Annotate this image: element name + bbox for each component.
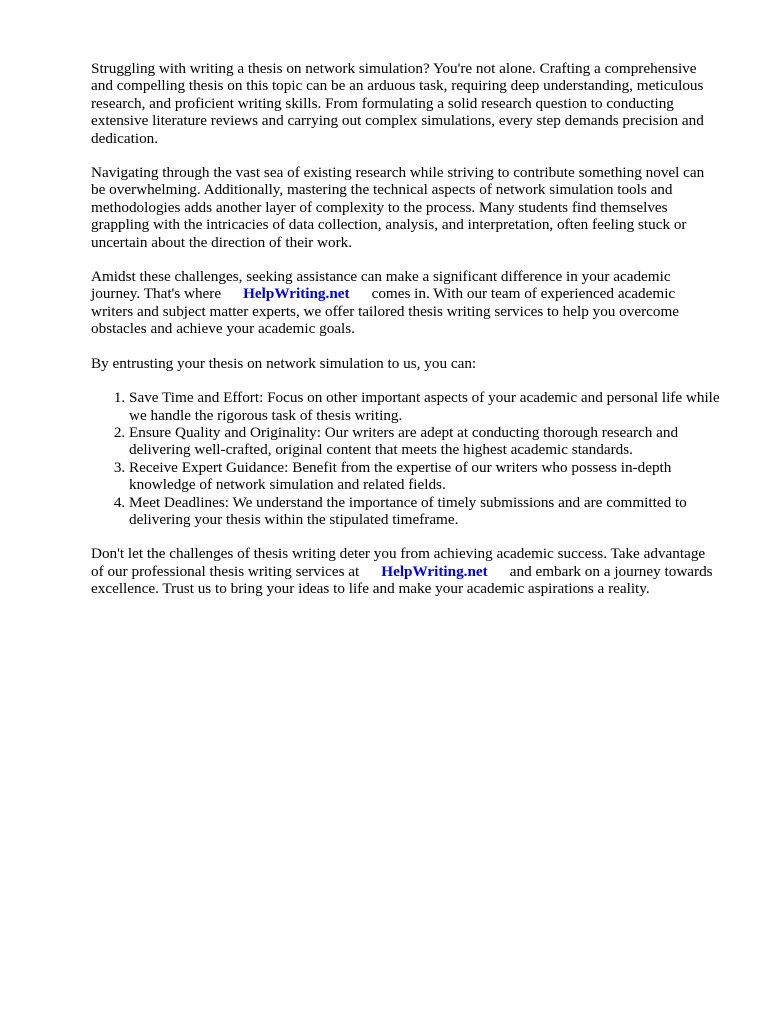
list-item: 1. Save Time and Effort: Focus on other important aspects of your academic and personal life while we handle the rigorous task of thesis writing. [129, 389, 721, 424]
document-body [91, 60, 721, 615]
list-item: 2. Ensure Quality and Originality: Our writers are adept at conducting thorough research and delivering well-crafted, original content that meets the highest academic standards. [129, 424, 721, 459]
paragraph-challenges: Navigating through the vast sea of existing research while striving to contribute something novel can be overwhelming. Additionally, mastering the technical aspects of network simulation tools and methodologies adds another layer of complexity to the process. Many students find themselves grappling with the intricacies of data collection, analysis, and interpretation, often feeling stuck or uncertain about the direction of their work. [91, 164, 705, 251]
paragraph-closing [91, 545, 721, 597]
paragraph-assistance [91, 268, 721, 338]
paragraph-assistance-text-after: comes in. With our team of experienced academic writers and subject matter experts, we offer tailored thesis writing services to help you overcome obstacles and achieve your academic goals. [91, 285, 680, 338]
list-intro: By entrusting your thesis on network simulation to us, you can: [91, 354, 477, 372]
helpwriting-link-closing[interactable]: HelpWriting.net [381, 562, 488, 580]
list-item: 4. Meet Deadlines: We understand the importance of timely submissions and are committed to delivering your thesis within the stipulated timeframe. [129, 494, 721, 529]
helpwriting-link[interactable]: HelpWriting.net [243, 285, 350, 303]
paragraph-assistance-text-before: Amidst these challenges, seeking assistance can make a significant difference in your academic journey. That's where [91, 268, 671, 303]
paragraph-closing-text-before: Don't let the challenges of thesis writing deter you from achieving academic success. Take advantage of our professional thesis writing services at [91, 545, 706, 580]
benefits-list [91, 389, 721, 528]
paragraph-intro: Struggling with writing a thesis on network simulation? You're not alone. Crafting a comprehensive and compelling thesis on this topic can be an arduous task, requiring deep understanding, meticulous research, and proficient writing skills. From formulating a solid research question to conducting extensive literature reviews and carrying out complex simulations, every step demands precision and dedication. [91, 60, 704, 147]
list-item: 3. Receive Expert Guidance: Benefit from the expertise of our writers who possess in-depth knowledge of network simulation and related fields. [129, 459, 721, 494]
paragraph-closing-text-after: and embark on a journey towards excellence. Trust us to bring your ideas to life and make your academic aspirations a reality. [91, 562, 713, 598]
